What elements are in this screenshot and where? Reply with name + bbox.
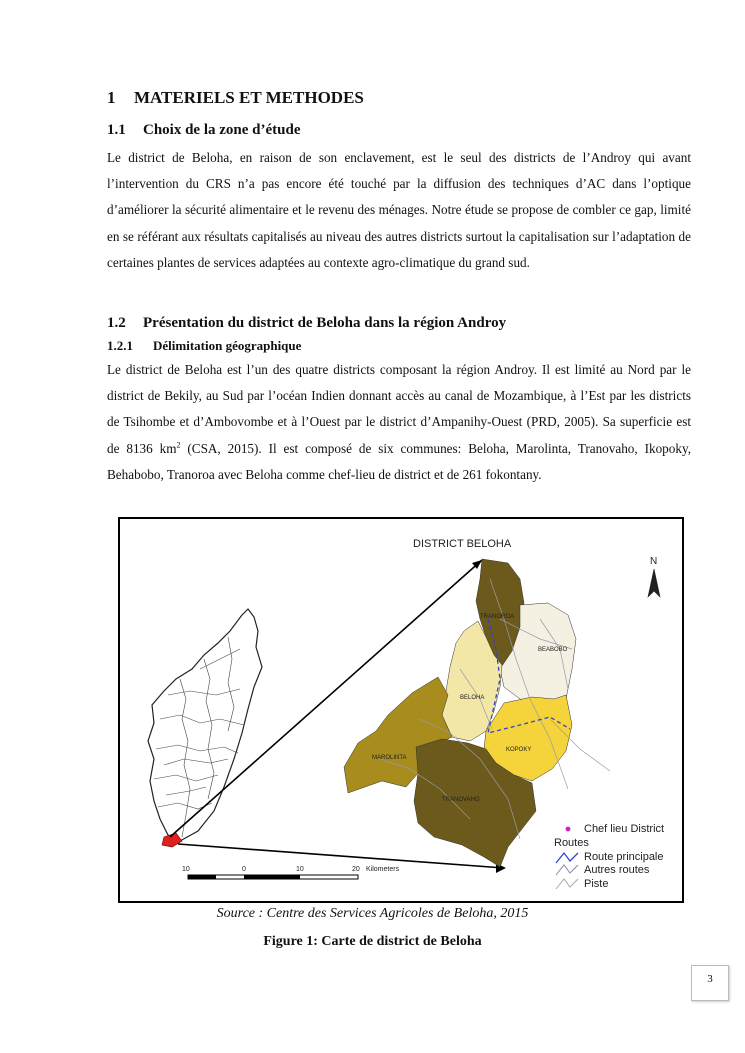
piste-legend-icon — [556, 879, 578, 889]
section-title: MATERIELS ET METHODES — [134, 88, 364, 107]
subsubsection-title: Délimitation géographique — [153, 338, 302, 353]
scale-bar — [188, 875, 358, 879]
legend-routes: Routes — [554, 837, 589, 849]
scale-unit: Kilometers — [366, 866, 400, 873]
scale-tick: 20 — [352, 866, 360, 873]
chef-lieu-marker-icon — [566, 827, 571, 832]
pointer-line-lower — [178, 844, 504, 868]
subsubsection-heading-1-2-1 — [107, 338, 301, 354]
subsection-heading-1-2 — [107, 315, 506, 332]
paragraph-part-2: (CSA, 2015). Il est composé de six communes: Beloha, Marolinta, Tranovaho, Ikopoky, Behabobo, Tranoroa avec Beloha comme chef-lieu de district et de 261 fokontany. — [107, 440, 691, 482]
legend-autres-routes: Autres routes — [584, 864, 650, 876]
figure-caption: Figure 1: Carte de district de Beloha — [263, 934, 482, 949]
route-principale-legend-icon — [556, 853, 578, 863]
subsection-number: 1.1 — [107, 122, 126, 138]
commune-label: BELOHA — [460, 695, 485, 701]
scale-tick: 10 — [296, 866, 304, 873]
legend-chef-lieu: Chef lieu District — [584, 823, 665, 835]
subsection-number: 1.2 — [107, 315, 126, 331]
north-letter: N — [650, 556, 658, 567]
section-number: 1 — [107, 88, 116, 107]
map-figure — [118, 517, 684, 903]
subsection-heading-1-1 — [107, 122, 301, 139]
section-heading — [107, 88, 364, 108]
commune-label: KOPOKY — [506, 747, 532, 753]
legend-route-principale: Route principale — [584, 851, 664, 863]
page-number: 3 — [691, 965, 729, 1001]
paragraph-delimitation — [107, 357, 691, 488]
map-svg — [120, 519, 682, 901]
autres-routes-legend-icon — [556, 865, 578, 875]
subsection-title: Présentation du district de Beloha dans la région Androy — [143, 315, 507, 331]
commune-label: BEABOBO — [538, 647, 568, 653]
commune-label: TRANOROA — [480, 614, 515, 620]
commune-label: TRANOVAHO — [442, 797, 480, 803]
map-title: DISTRICT BELOHA — [413, 538, 512, 550]
figure-source-caption: Source : Centre des Services Agricoles de Beloha, 2015 — [216, 906, 529, 921]
scale-tick: 10 — [182, 866, 190, 873]
paragraph-part-1: Le district de Beloha est l’un des quatre districts composant la région Androy. Il est limité au Nord par le district de Bekily, au Sud par l’océan Indien donnant accès au canal de Mozambique, à l’Est par les districts de Tsihombe et d’Ambovombe et à l’Ouest par le district d’Ampanihy-Ouest (PRD, 2005). Sa superficie est de 8136 km — [107, 362, 691, 456]
subsubsection-number: 1.2.1 — [107, 338, 133, 353]
north-arrow-icon — [648, 569, 660, 597]
scale-tick: 0 — [242, 866, 246, 873]
subsection-title: Choix de la zone d’étude — [143, 122, 301, 138]
commune-label: MAROLINTA — [372, 755, 407, 761]
paragraph-zone-etude: Le district de Beloha, en raison de son enclavement, est le seul des districts de l’Androy qui avant l’intervention du CRS n’a pas encore été touché par la diffusion des techniques d’AC dans l’optique d’améliorer la sécurité alimentaire et le revenu des ménages. Notre étude se propose de combler ce gap, limité en se référant aux résultats capitalisés au niveau des autres districts surtout la capitalisation sur l’adaptation de certaines plantes de services adaptées au contexte agro-climatique du grand sud. — [107, 150, 691, 270]
superscript: 2 — [176, 440, 181, 450]
legend-piste: Piste — [584, 878, 609, 890]
